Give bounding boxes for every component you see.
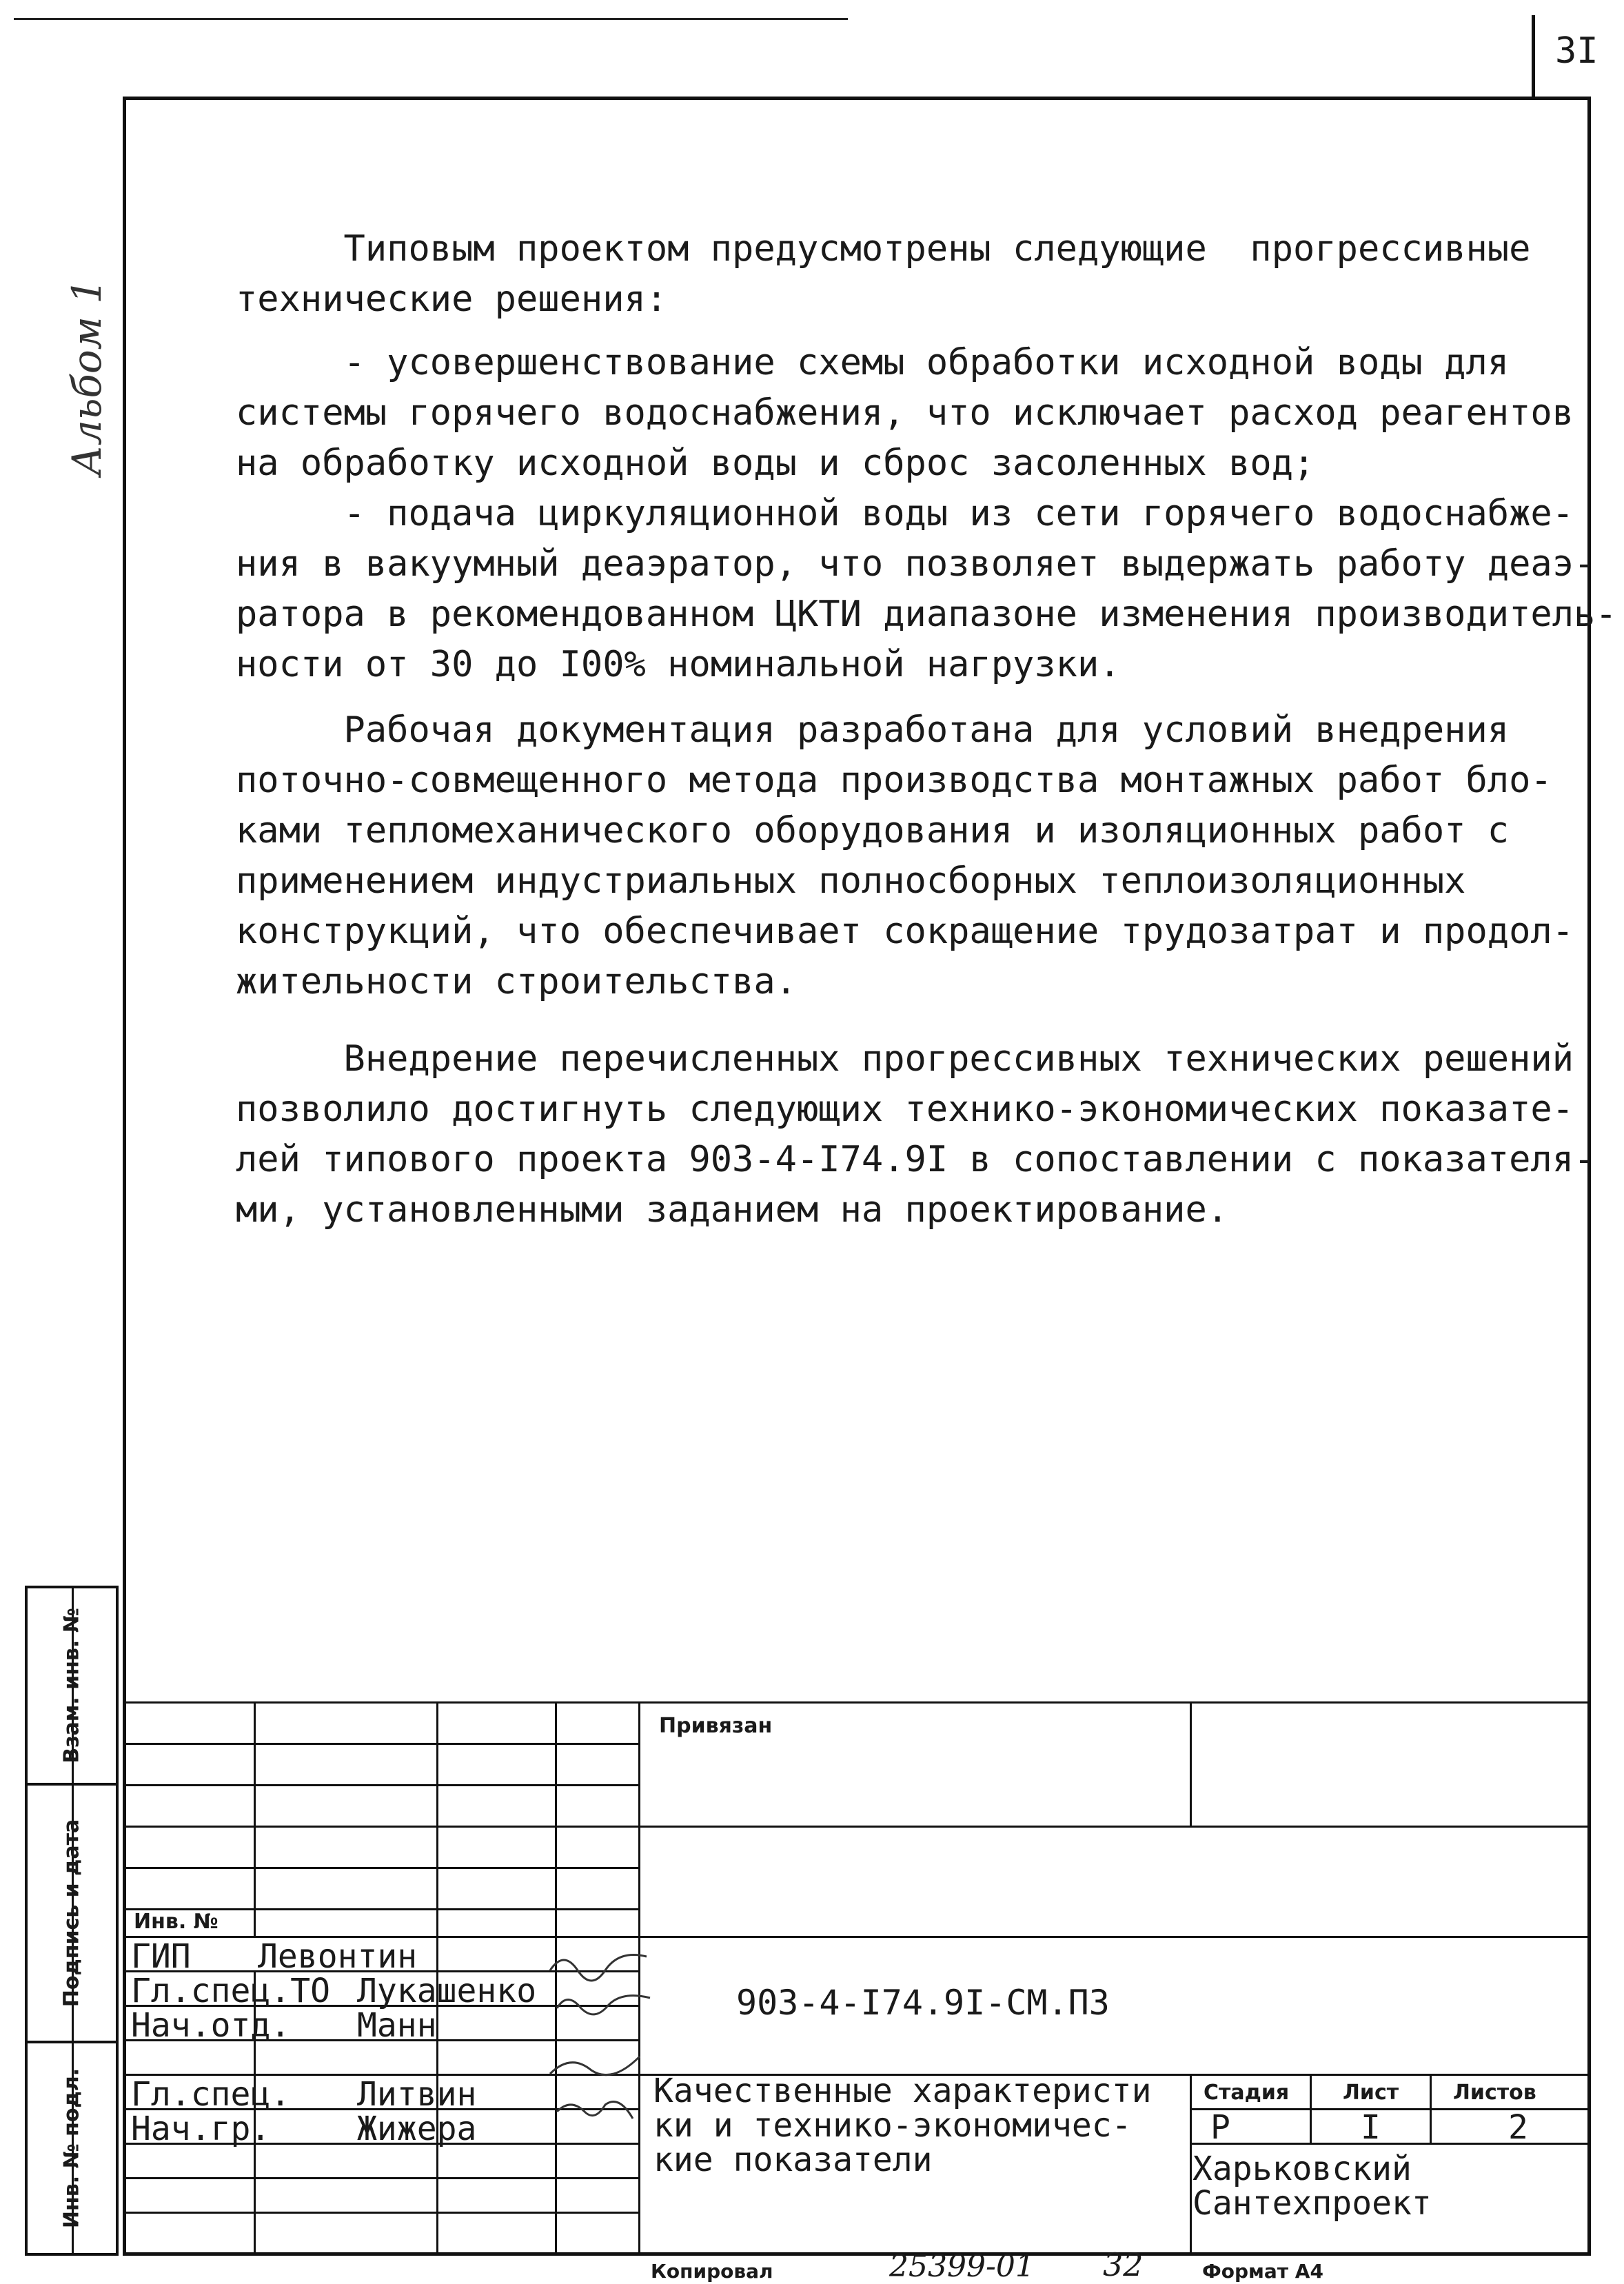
copy-number: 25399-01 [889, 2249, 1035, 2284]
text-line: жительности строительства. [236, 961, 797, 1002]
doc-title-line-3: кие показатели [653, 2141, 933, 2179]
text-line: конструкций, что обеспечивает сокращение трудозатрат и продол- [236, 911, 1574, 952]
text-line: системы горячего водоснабжения, что исключает расход реагентов [236, 392, 1574, 434]
text-line: поточно-совмещенного метода производства монтажных работ бло- [236, 760, 1552, 801]
stamp-vzam-label: Взам. инв. № [59, 1608, 84, 1763]
text-line: Внедрение перечисленных прогрессивных технических решений [236, 1038, 1574, 1080]
sheets-label: Листов [1453, 2081, 1536, 2105]
doc-title-line-2: ки и технико-экономичес- [653, 2106, 1132, 2145]
text-line: применением индустриальных полносборных теплоизоляционных [236, 860, 1466, 902]
text-line: Рабочая документация разработана для условий внедрения [236, 709, 1510, 751]
copied-label: Копировал [651, 2260, 773, 2283]
text-line: ности от 30 до I00% номинальной нагрузки. [236, 644, 1121, 685]
text-line: позволило достигнуть следующих технико-экономических показате- [236, 1089, 1574, 1130]
text-line: ками тепломеханического оборудования и изоляционных работ с [236, 810, 1510, 851]
page-number: 3I [1555, 30, 1598, 72]
role-nach-otd: Нач.отд. [131, 2006, 291, 2045]
name-mann: Манн [357, 2006, 437, 2045]
inv-no-label: Инв. № [134, 1910, 219, 1934]
doc-code: 903-4-I74.9I-CM.ПЗ [736, 1983, 1110, 2023]
sheets-value: 2 [1508, 2108, 1528, 2147]
copy-page: 32 [1103, 2246, 1144, 2283]
text-line: лей типового проекта 903-4-I74.9I в сопоставлении с показателя- [236, 1139, 1596, 1180]
text-line: - усовершенствование схемы обработки исходной воды для [236, 342, 1510, 383]
text-line: ми, установленными заданием на проектирование. [236, 1189, 1229, 1231]
text-line: ния в вакуумный деаэратор, что позволяет выдержать работу деаэ- [236, 543, 1596, 585]
stamp-vzam-inv [25, 1586, 119, 1786]
stamp-podpis-label: Подпись и дата [59, 1819, 84, 2008]
sheet-label: Лист [1343, 2081, 1399, 2105]
sheet-value: I [1361, 2108, 1381, 2147]
name-litvin: Литвин [357, 2075, 477, 2114]
stamp-inv-podl [25, 2041, 119, 2256]
name-gip: Левонтин [258, 1937, 418, 1976]
role-nach-gr: Нач.гр. [131, 2110, 271, 2148]
page-number-divider [1532, 15, 1535, 97]
role-gl-spec: Гл.спец. [131, 2075, 291, 2114]
role-gl-spec-to: Гл.спец.ТО [131, 1972, 330, 2010]
text-line: на обработку исходной воды и сброс засоленных вод; [236, 443, 1315, 484]
format-label: Формат А4 [1202, 2260, 1323, 2283]
title-block [123, 1701, 1591, 2256]
text-line: технические решения: [236, 279, 668, 320]
top-rule [14, 18, 848, 20]
text-line: ратора в рекомендованном ЦКТИ диапазоне изменения производитель- [236, 594, 1617, 635]
stage-label: Стадия [1204, 2081, 1290, 2105]
org-line-1: Харьковский [1192, 2150, 1412, 2188]
stage-value: Р [1210, 2108, 1230, 2147]
doc-title-line-1: Качественные характеристи [653, 2072, 1152, 2110]
text-line: Типовым проектом предусмотрены следующие прогрессивные [236, 228, 1531, 270]
text-line: - подача циркуляционной воды из сети горячего водоснабже- [236, 493, 1574, 534]
org-line-2: Сантехпроект [1192, 2184, 1432, 2223]
stamp-podpis-data [25, 1783, 119, 2043]
role-gip: ГИП [131, 1937, 191, 1976]
name-lukashenko: Лукашенко [357, 1972, 537, 2010]
stamp-inv-podl-label: Инв. № подл. [59, 2068, 84, 2229]
privyazan-label: Привязан [659, 1714, 773, 1738]
name-zhizhera: Жижера [357, 2110, 477, 2148]
album-note: Альбом 1 [63, 278, 110, 476]
